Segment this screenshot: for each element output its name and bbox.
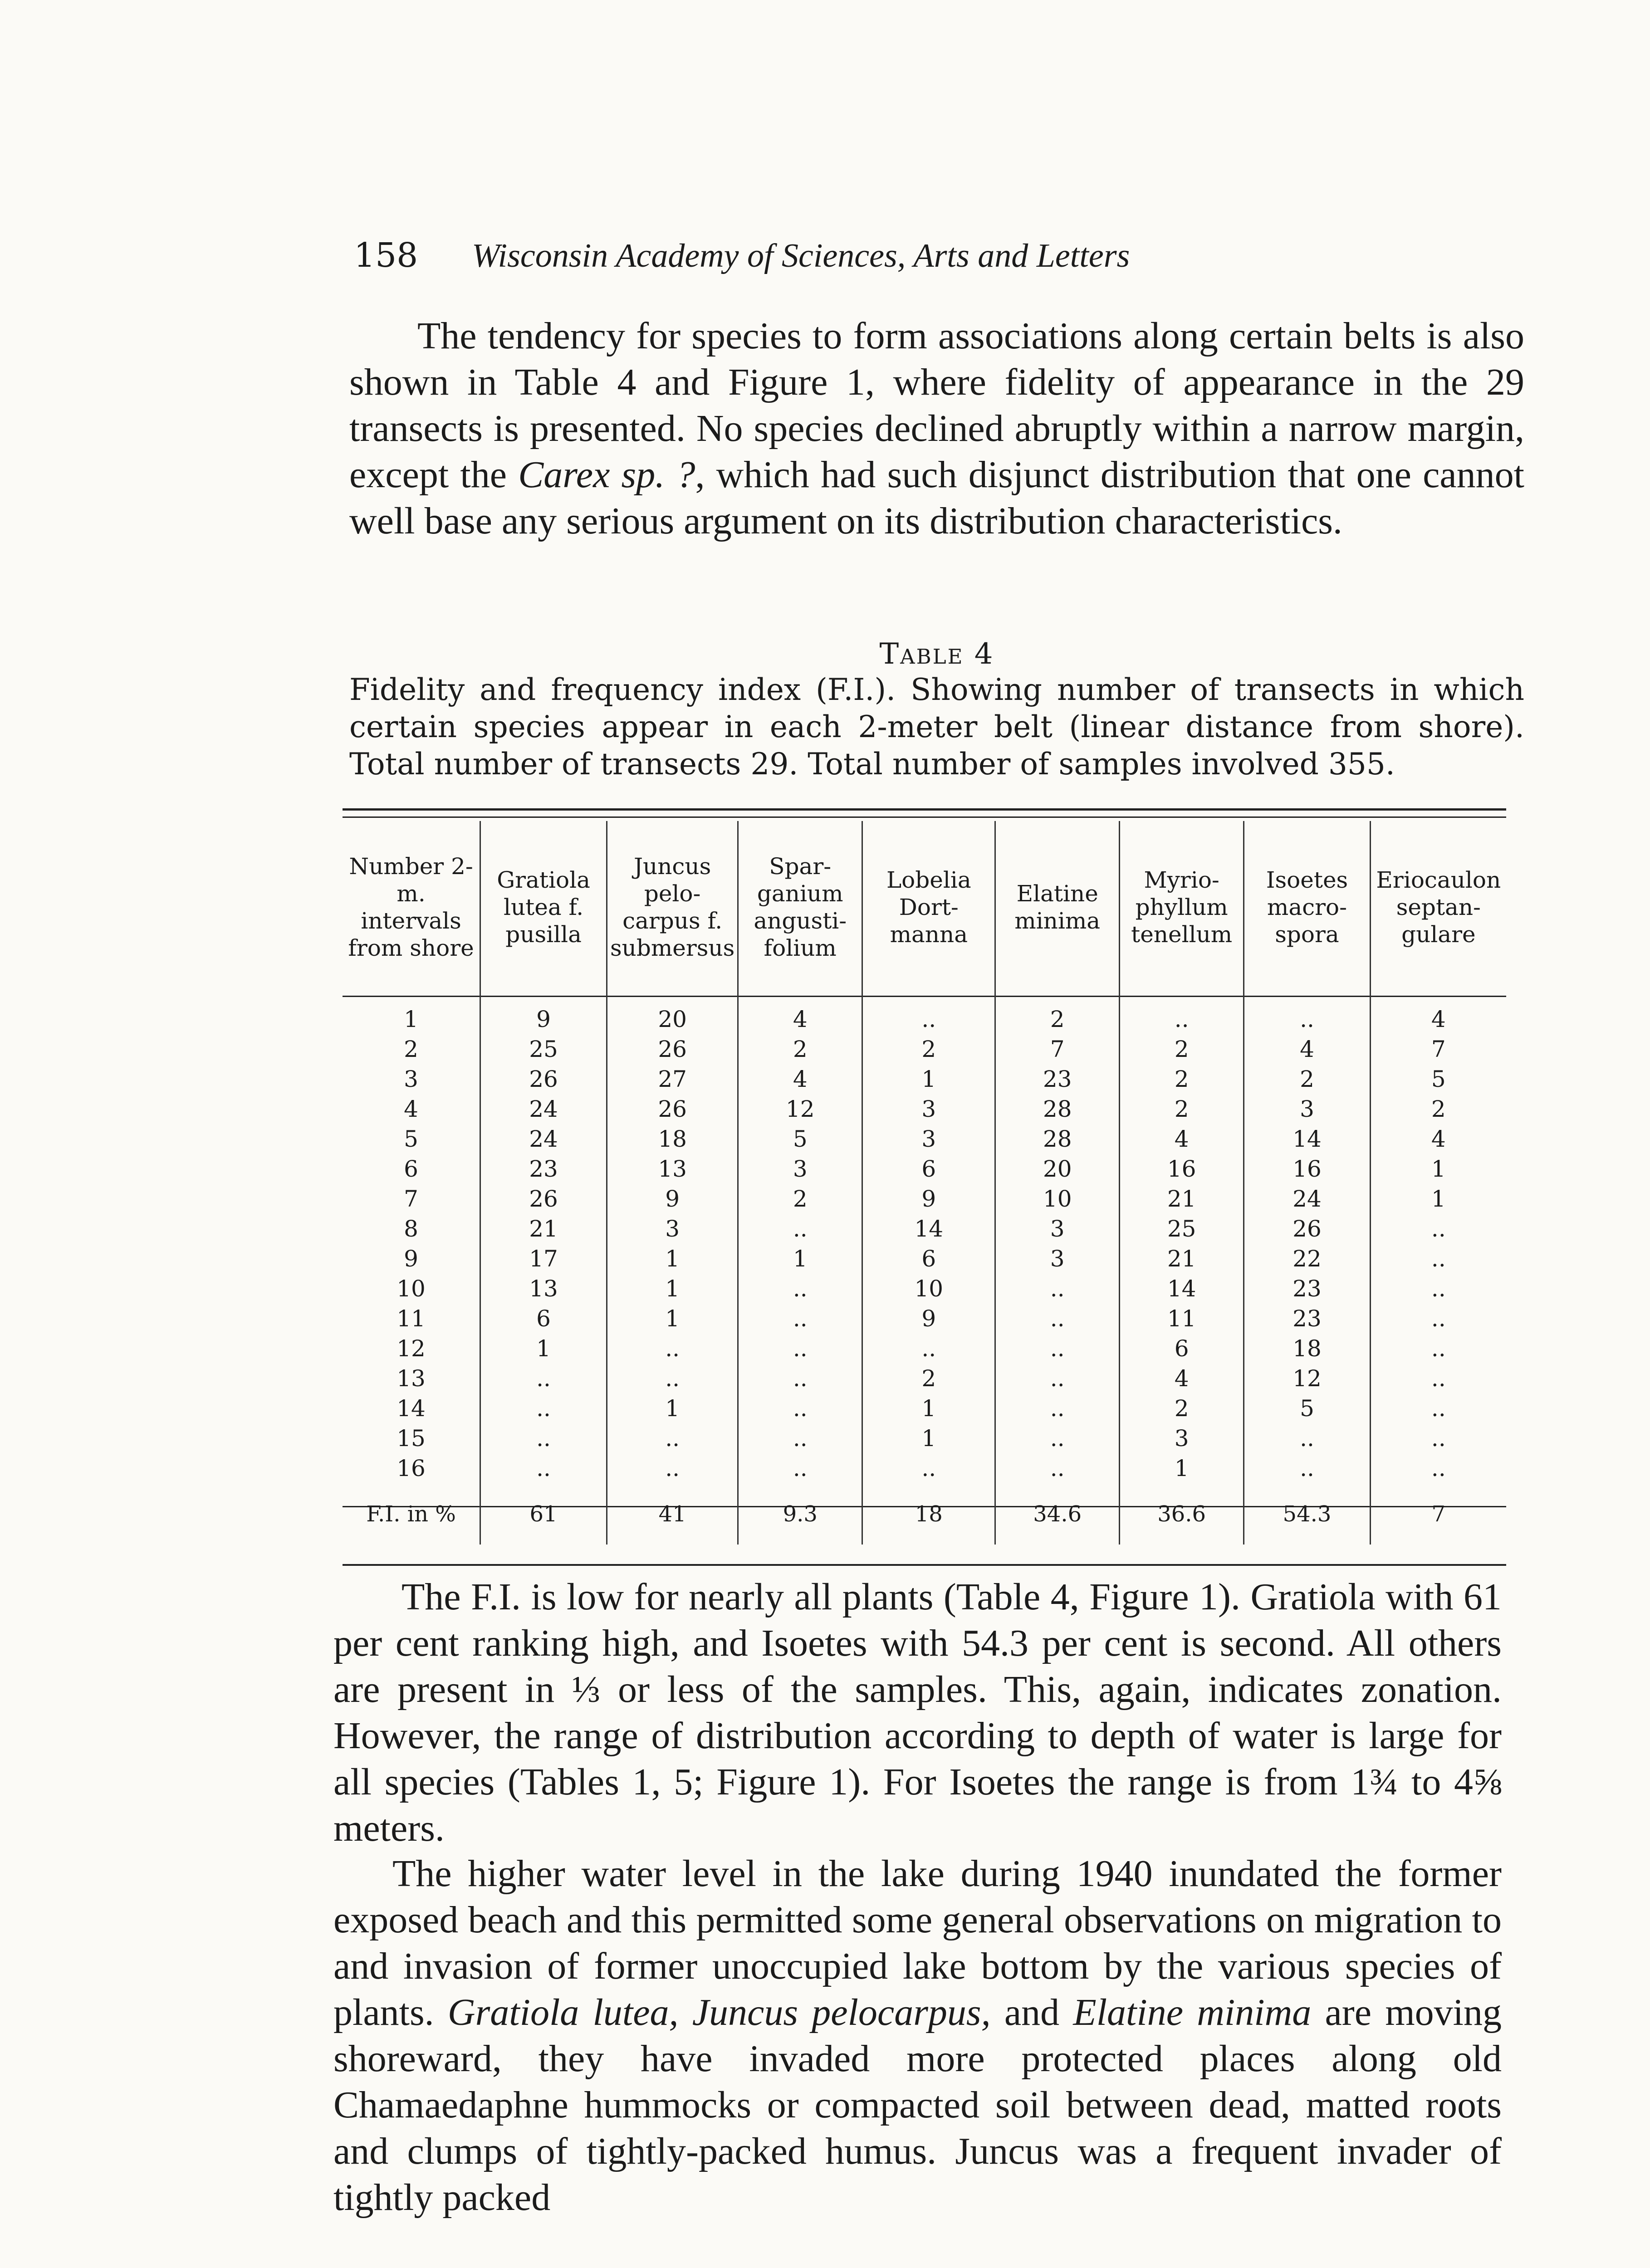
table-cell: ..: [607, 1334, 738, 1364]
column-header: Number 2-m. intervals from shore: [348, 853, 474, 961]
table-cell: 28: [995, 1094, 1120, 1124]
table-cell: 14: [397, 1395, 426, 1422]
table-cell: ..: [738, 1393, 862, 1423]
fi-cell: 9.3: [738, 1483, 862, 1545]
table-cell: 6: [862, 1244, 995, 1274]
paragraph-1: [349, 313, 1524, 544]
table-cell: 6: [1120, 1334, 1244, 1364]
table-cell: ..: [1244, 1453, 1370, 1483]
table-cell: 24: [480, 1124, 607, 1154]
fi-cell: F.I. in %: [366, 1501, 456, 1527]
table-cell: 5: [404, 1126, 418, 1152]
column-header: Spar- ganium angusti- folium: [738, 821, 862, 993]
table-row: [343, 1453, 1506, 1483]
table-cell: 4: [738, 1064, 862, 1094]
table-cell: 23: [1244, 1274, 1370, 1304]
table-cell: 1: [607, 1274, 738, 1304]
table-cell: 13: [607, 1154, 738, 1184]
table-cell: 3: [862, 1124, 995, 1154]
table-cell: ..: [995, 1274, 1120, 1304]
table-cell: ..: [738, 1214, 862, 1244]
column-header: Eriocaulon septan- gulare: [1370, 821, 1506, 993]
table-cell: 1: [862, 1393, 995, 1423]
table-cell: 3: [404, 1066, 418, 1092]
fi-cell: 61: [480, 1483, 607, 1545]
table-cell: 17: [480, 1244, 607, 1274]
table-cell: ..: [738, 1274, 862, 1304]
table-cell: 3: [607, 1214, 738, 1244]
table-cell: ..: [1370, 1423, 1506, 1453]
table-cell: 1: [862, 1423, 995, 1453]
table-cell: 18: [1244, 1334, 1370, 1364]
table-cell: ..: [995, 1334, 1120, 1364]
table-cell: 25: [480, 1034, 607, 1064]
table-cell: 3: [862, 1094, 995, 1124]
table-cell: 2: [1370, 1094, 1506, 1124]
table-cell: 13: [397, 1365, 426, 1392]
table-cell: ..: [995, 1453, 1120, 1483]
table-cell: 2: [1244, 1064, 1370, 1094]
table-row: [343, 1154, 1506, 1184]
table-caption: Fidelity and frequency index (F.I.). Showing number of transects in which certain species appear in each 2-meter belt (linear distance from shore). Total number of transects 29. Total number of samples involved 355.: [349, 672, 1524, 782]
table-cell: ..: [995, 1304, 1120, 1334]
table-cell: ..: [1244, 1423, 1370, 1453]
table-cell: 5: [1370, 1064, 1506, 1094]
table-cell: 1: [607, 1393, 738, 1423]
table-cell: ..: [1370, 1274, 1506, 1304]
table-cell: 4: [404, 1096, 418, 1122]
table-cell: 20: [607, 993, 738, 1034]
table-cell: 27: [607, 1064, 738, 1094]
fi-cell: 36.6: [1120, 1483, 1244, 1545]
table-cell: 2: [862, 1364, 995, 1393]
table-cell: 5: [1244, 1393, 1370, 1423]
table-cell: ..: [995, 1393, 1120, 1423]
carex-species-name: Carex sp. ?: [518, 454, 695, 496]
table-cell: 14: [1120, 1274, 1244, 1304]
paragraph-1-text-a: The tendency for species to form associations along certain belts is also shown in Table 4 and Figure 1, where fidelity of appearance in the 29 transects is presented. No species declined abruptly within a narrow margin, except the: [349, 315, 1524, 496]
table-cell: 28: [995, 1124, 1120, 1154]
table-cell: ..: [995, 1423, 1120, 1453]
table-cell: 2: [995, 993, 1120, 1034]
table-row: [343, 1423, 1506, 1453]
table-cell: 2: [1120, 1094, 1244, 1124]
paragraph-3-text-a: The higher water level in the lake during 1940 inundated the former exposed beach and this permitted some general observations on migration to and invasion of former unoccupied lake bottom by the various species of plants.: [333, 1853, 1502, 2033]
table-cell: ..: [480, 1423, 607, 1453]
table-cell: 10: [995, 1184, 1120, 1214]
table-cell: 12: [1244, 1364, 1370, 1393]
table-cell: ..: [480, 1453, 607, 1483]
table-cell: 4: [1370, 1124, 1506, 1154]
table-cell: 9: [404, 1246, 418, 1272]
column-header: Myrio- phyllum tenellum: [1120, 821, 1244, 993]
table-cell: ..: [995, 1364, 1120, 1393]
table-cell: 23: [480, 1154, 607, 1184]
table-cell: 2: [1120, 1034, 1244, 1064]
table-cell: 2: [738, 1034, 862, 1064]
table-cell: 3: [1120, 1423, 1244, 1453]
table-cell: 23: [1244, 1304, 1370, 1334]
table-cell: ..: [480, 1364, 607, 1393]
table-row: [343, 1334, 1506, 1364]
table-cell: 7: [995, 1034, 1120, 1064]
table-cell: 3: [738, 1154, 862, 1184]
table-cell: ..: [738, 1334, 862, 1364]
table-cell: 22: [1244, 1244, 1370, 1274]
table-cell: 16: [397, 1455, 426, 1481]
table-cell: 1: [607, 1244, 738, 1274]
table-cell: ..: [607, 1453, 738, 1483]
table-cell: 9: [607, 1184, 738, 1214]
table-cell: 1: [404, 1006, 418, 1032]
paragraph-3: [333, 1851, 1502, 2221]
table-cell: 14: [862, 1214, 995, 1244]
table-cell: 21: [1120, 1184, 1244, 1214]
table-cell: 8: [404, 1216, 418, 1242]
column-header: Lobelia Dort- manna: [862, 821, 995, 993]
table-cell: 3: [995, 1244, 1120, 1274]
table-cell: 6: [862, 1154, 995, 1184]
table-top-rule-inner: [343, 816, 1506, 818]
table-row: [343, 993, 1506, 1034]
table-cell: 4: [1120, 1364, 1244, 1393]
table-cell: ..: [607, 1423, 738, 1453]
table-cell: ..: [1120, 993, 1244, 1034]
table-header-row: [343, 821, 1506, 993]
table-cell: ..: [1370, 1393, 1506, 1423]
table-cell: 9: [862, 1304, 995, 1334]
table-cell: 26: [480, 1184, 607, 1214]
table-top-rule: [343, 808, 1506, 811]
table-bottom-rule: [343, 1564, 1506, 1566]
table-cell: 16: [1120, 1154, 1244, 1184]
table-cell: 10: [397, 1276, 426, 1302]
table-cell: ..: [738, 1423, 862, 1453]
table-cell: 11: [1120, 1304, 1244, 1334]
table-cell: ..: [480, 1393, 607, 1423]
table-cell: ..: [1370, 1364, 1506, 1393]
table-cell: ..: [862, 1453, 995, 1483]
fi-cell: 41: [607, 1483, 738, 1545]
table-cell: 21: [1120, 1244, 1244, 1274]
table-cell: ..: [862, 1334, 995, 1364]
table-cell: ..: [1370, 1453, 1506, 1483]
paragraph-1-text-b: , which had such disjunct distribution that one cannot well base any serious argument on its distribution characteristics.: [349, 454, 1525, 542]
table-cell: 7: [1370, 1034, 1506, 1064]
table-cell: ..: [607, 1364, 738, 1393]
table-cell: 1: [480, 1334, 607, 1364]
table-cell: 11: [397, 1305, 426, 1332]
table-row: [343, 1393, 1506, 1423]
column-header: Juncus pelo- carpus f. submersus: [607, 821, 738, 993]
table-row: [343, 1124, 1506, 1154]
table-row: [343, 1064, 1506, 1094]
table-cell: 12: [738, 1094, 862, 1124]
table-cell: 26: [480, 1064, 607, 1094]
table-cell: 4: [1244, 1034, 1370, 1064]
paragraph-2: The F.I. is low for nearly all plants (Table 4, Figure 1). Gratiola with 61 per cent ranking high, and Isoetes with 54.3 per cent is second. All others are present in ⅓ or less of the samples. This, again, indicates zonation. However, the range of distribution according to depth of water is large for all species (Tables 1, 5; Figure 1). For Isoetes the range is from 1¾ to 4⅝ meters.: [333, 1576, 1502, 1849]
table-cell: 6: [404, 1156, 418, 1182]
table-cell: 4: [738, 993, 862, 1034]
species-names-italic: Gratiola lutea, Juncus pelocarpus,: [447, 1991, 991, 2033]
table-cell: 9: [862, 1184, 995, 1214]
table-cell: 10: [862, 1274, 995, 1304]
paragraph-3-text-c: are moving shoreward, they have invaded more protected places along old Chamaedaphne hummocks or compacted soil between dead, matted roots and clumps of tightly-packed humus. Juncus was a frequent invader of tightly packed: [333, 1991, 1502, 2219]
table-cell: 2: [404, 1036, 418, 1062]
table-cell: 7: [404, 1186, 418, 1212]
table-cell: 16: [1244, 1154, 1370, 1184]
fi-cell: 7: [1370, 1483, 1506, 1545]
table-row: [343, 1304, 1506, 1334]
table-cell: ..: [1370, 1244, 1506, 1274]
table-cell: 1: [1370, 1154, 1506, 1184]
table-cell: 24: [1244, 1184, 1370, 1214]
table-cell: 9: [480, 993, 607, 1034]
table-row: [343, 1214, 1506, 1244]
table-row: [343, 1184, 1506, 1214]
column-header: Elatine minima: [995, 821, 1120, 993]
fidelity-table: [343, 821, 1506, 1545]
table-cell: 4: [1120, 1124, 1244, 1154]
table-cell: 13: [480, 1274, 607, 1304]
table-cell: ..: [862, 993, 995, 1034]
table-cell: 2: [738, 1184, 862, 1214]
table-cell: 18: [607, 1124, 738, 1154]
fi-cell: 34.6: [995, 1483, 1120, 1545]
paragraph-3-text-b: and: [990, 1991, 1073, 2033]
table-cell: 5: [738, 1124, 862, 1154]
table-cell: ..: [738, 1364, 862, 1393]
table-cell: 25: [1120, 1214, 1244, 1244]
table-row: [343, 1274, 1506, 1304]
table-cell: ..: [738, 1304, 862, 1334]
table-cell: 1: [1120, 1453, 1244, 1483]
table-row: [343, 1034, 1506, 1064]
table-row: [343, 1244, 1506, 1274]
table-cell: 26: [1244, 1214, 1370, 1244]
running-title: Wisconsin Academy of Sciences, Arts and Letters: [472, 237, 1130, 274]
table-cell: 1: [738, 1244, 862, 1274]
table-cell: 23: [995, 1064, 1120, 1094]
page-number: 158: [354, 236, 418, 275]
table-row: [343, 1364, 1506, 1393]
table-row: [343, 1094, 1506, 1124]
table-cell: 24: [480, 1094, 607, 1124]
table-cell: 2: [1120, 1393, 1244, 1423]
table-cell: 26: [607, 1094, 738, 1124]
table-cell: 21: [480, 1214, 607, 1244]
table-cell: 20: [995, 1154, 1120, 1184]
table-cell: 14: [1244, 1124, 1370, 1154]
table-cell: 15: [397, 1425, 426, 1452]
table-cell: 6: [480, 1304, 607, 1334]
fi-cell: 54.3: [1244, 1483, 1370, 1545]
table-cell: 1: [1370, 1184, 1506, 1214]
table-cell: ..: [1370, 1334, 1506, 1364]
table-cell: ..: [1370, 1304, 1506, 1334]
table-cell: 1: [607, 1304, 738, 1334]
table-cell: ..: [1244, 993, 1370, 1034]
table-title: Table 4: [879, 637, 994, 671]
elatine-name-italic: Elatine minima: [1073, 1991, 1312, 2033]
column-header: Isoetes macro- spora: [1244, 821, 1370, 993]
table-cell: 2: [1120, 1064, 1244, 1094]
column-header: Gratiola lutea f. pusilla: [480, 821, 607, 993]
table-cell: 26: [607, 1034, 738, 1064]
fi-cell: 18: [862, 1483, 995, 1545]
table-cell: 1: [862, 1064, 995, 1094]
fi-row: [343, 1483, 1506, 1545]
running-header: [354, 236, 1515, 275]
table-cell: 4: [1370, 993, 1506, 1034]
table-cell: ..: [738, 1453, 862, 1483]
table-cell: 12: [397, 1335, 426, 1362]
table-cell: 2: [862, 1034, 995, 1064]
table-cell: 3: [995, 1214, 1120, 1244]
table-cell: 3: [1244, 1094, 1370, 1124]
table-cell: ..: [1370, 1214, 1506, 1244]
